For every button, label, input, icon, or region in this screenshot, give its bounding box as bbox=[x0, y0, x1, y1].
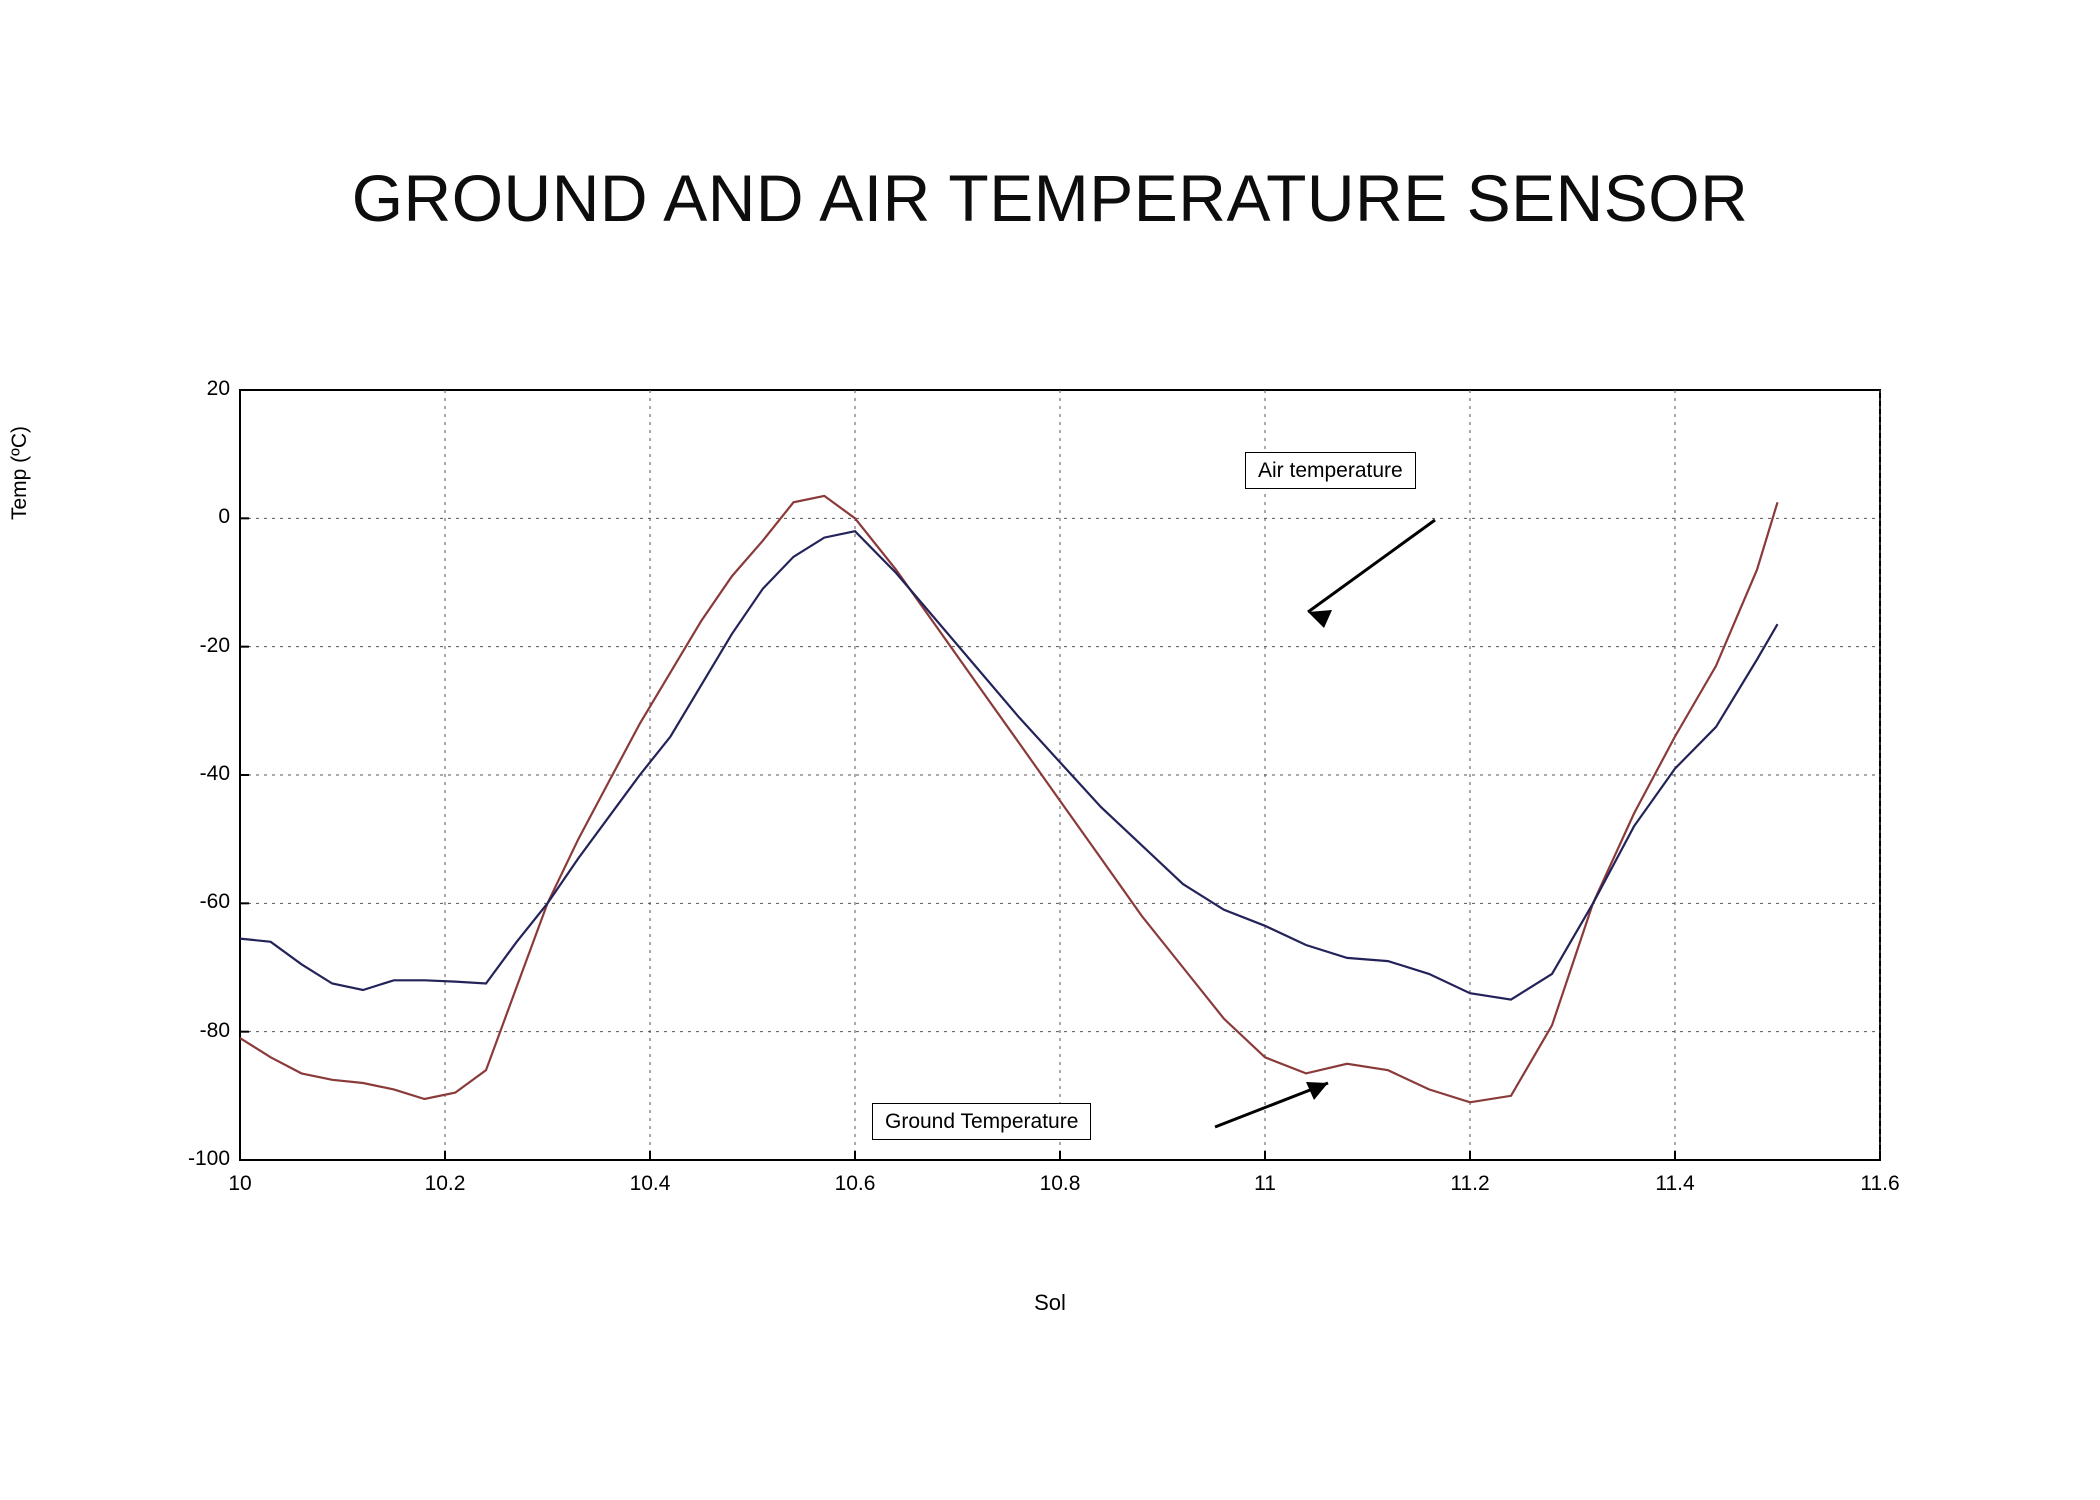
x-tick-label: 10.8 bbox=[1039, 1172, 1081, 1195]
annotation-ground-temperature: Ground Temperature bbox=[872, 1103, 1091, 1140]
x-tick-label: 11.2 bbox=[1450, 1172, 1490, 1195]
y-tick-label: -20 bbox=[199, 633, 230, 657]
y-tick-label: -100 bbox=[187, 1147, 230, 1170]
x-tick-label: 10.6 bbox=[834, 1172, 876, 1195]
y-tick-label: 20 bbox=[206, 377, 230, 400]
x-tick-label: 11.4 bbox=[1655, 1172, 1695, 1195]
x-tick-label: 11.6 bbox=[1860, 1172, 1900, 1195]
x-tick-label: 10.2 bbox=[424, 1172, 466, 1195]
x-tick-label: 10.4 bbox=[629, 1172, 671, 1195]
y-tick-label: -80 bbox=[199, 1018, 230, 1042]
annotation-air-temperature: Air temperature bbox=[1245, 452, 1416, 489]
chart-plot-area bbox=[180, 370, 1920, 1270]
y-tick-label: -60 bbox=[199, 890, 230, 914]
page-title: GROUND AND AIR TEMPERATURE SENSOR bbox=[351, 161, 1749, 235]
x-tick-label: 11 bbox=[1254, 1172, 1276, 1195]
y-tick-label: 0 bbox=[218, 505, 230, 529]
x-axis-label: Sol bbox=[1034, 1290, 1066, 1315]
x-tick-label: 10 bbox=[228, 1172, 252, 1195]
y-tick-label: -40 bbox=[199, 762, 230, 785]
y-axis-label: Temp (ºC) bbox=[8, 425, 31, 520]
